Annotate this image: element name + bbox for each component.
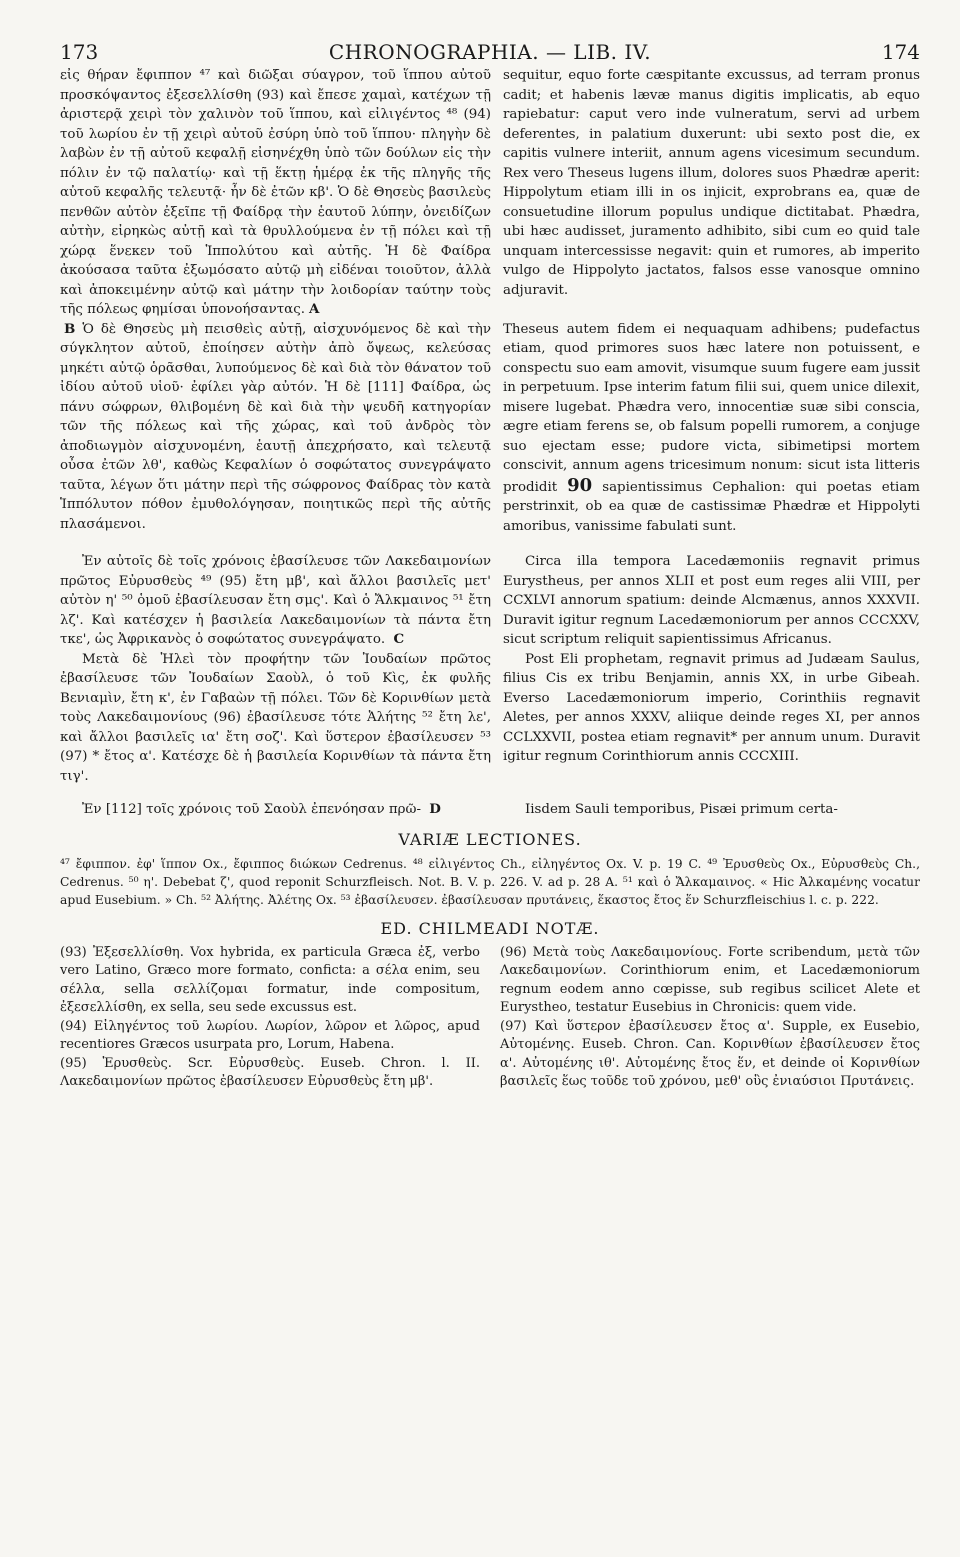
- notae-columns: [60, 944, 920, 1092]
- section-marker-c: C: [393, 631, 405, 647]
- greek-text-a: εἰς θήραν ἔφιππον ⁴⁷ καὶ διῶξαι σύαγρον, τοῦ ἵππου αὐτοῦ προσκόψαντος ἐξεσελλίσθη (93) καὶ ἔπεσε χαμαὶ, κατέχων τῇ ἀριστερᾷ χειρὶ τὸν χαλινὸν τοῦ ἵππου, καὶ εἰλιγέντος ⁴⁸ (94) τοῦ λωρίου ἐν τῇ χειρὶ αὐτοῦ ἐσύρη ὑπὸ τοῦ ἵππου· πληγὴν δὲ λαβὼν ἐν τῇ αὐτοῦ κεφαλῇ εἰσηνέχθη ὑπὸ τῶν δούλων εἰς τὴν πόλιν ἐν τῷ παλατίῳ· καὶ τῇ ἕκτῃ ἡμέρᾳ ἐκ τῆς πληγῆς τῆς αὐτοῦ κεφαλῆς τελευτᾷ· ἦν δὲ ἐτῶν κβ'. Ὁ δὲ Θησεὺς βασιλεὺς πενθῶν αὐτὸν ἐξεῖπε τῇ Φαίδρᾳ τὴν ἑαυτοῦ λύπην, ὀνειδίζων αὐτὴν, εἰρηκὼς αὐτῇ καὶ τὰ θρυλλούμενα ἐν τῇ πόλει καὶ τῇ χώρᾳ ἕνεκεν τοῦ Ἱππολύτου καὶ αὐτῆς. Ἡ δὲ Φαίδρα ἀκούσασα ταῦτα ἐξωμόσατο αὐτῷ μὴ εἰδέναι τοιοῦτον, ἀλλὰ καὶ ἀποκειμένην αὐτῷ καὶ μάτην τὴν λοιδορίαν ταύτην τοὺς τῆς πόλεως φημίσαι ὑπονοήσαντας.: [60, 68, 491, 317]
- section-marker-a: A: [308, 301, 320, 317]
- greek-column-b: [60, 320, 491, 535]
- column-number: 90: [567, 474, 593, 496]
- latin-column-c: [503, 552, 920, 767]
- greek-column-a: [60, 66, 491, 320]
- section-marker-d: D: [429, 801, 441, 817]
- section-marker-b: B: [64, 320, 76, 337]
- page-number-right: 174: [881, 40, 920, 64]
- variae-lectiones-heading: VARIÆ LECTIONES.: [398, 829, 582, 849]
- note-96: (96) Μετὰ τοὺς Λακεδαιμονίους. Forte scribendum, μετὰ τῶν Λακεδαιμονίων. Corinthiorum enim, et Lacedæmoniorum regnum eodem anno cœpisse, sub regibus scilicet Alete et Eurystheo, testatur Eusebius in Chronicis: quem vide.: [500, 944, 920, 1015]
- latin-text-c1: Circa illa tempora Lacedæmoniis regnavit primus Eurystheus, per annos XLII et post eum reges alii VIII, per CCXLVI annorum spatium: deinde Alcmænus, annos XXXVII. Duravit igitur regnum Lacedæmoniorum per annos CCCXXV, sicut scriptum reliquit sapientissimus Africanus.: [502, 554, 920, 647]
- greek-text-c2: Μετὰ δὲ Ἠλεὶ τὸν προφήτην τῶν Ἰουδαίων πρῶτος ἐβασίλευσε τῶν Ἰουδαίων Σαοὺλ, ὁ τοῦ Κὶς, ἐκ φυλῆς Βενιαμὶν, ἔτη κ', ἐν Γαβαὼν τῇ πόλει. Τῶν δὲ Κορινθίων μετὰ τοὺς Λακεδαιμονίους (96) ἐβασίλευσε τότε Ἀλήτης ⁵² ἔτη λε', καὶ ἄλλοι βασιλεῖς ια' ἔτη σοζ'. Καὶ ὕστερον ἐβασίλευσεν ⁵³ (97) * ἔτος α'. Κατέσχε δὲ ἡ βασιλεία Κορινθίων τὰ πάντα ἔτη τιγ'.: [60, 651, 491, 784]
- latin-column-d: [503, 800, 920, 820]
- notae-left-column: [60, 944, 480, 1092]
- greek-text-b: Ὁ δὲ Θησεὺς μὴ πεισθεὶς αὐτῇ, αἰσχυνόμενος δὲ καὶ τὴν σύγκλητον αὐτοῦ, ἐποίησεν αὐτὴν ἀπὸ ὄψεως, κελεύσας μηκέτι αὐτῷ ὁρᾶσθαι, λυπούμενος δὲ καὶ διὰ τὸν θάνατον τοῦ ἰδίου αὐτοῦ υἱοῦ· ἐφίλει γὰρ αὐτόν. Ἡ δὲ [111] Φαίδρα, ὡς πάνυ σώφρων, θλιβομένη δὲ καὶ διὰ τὴν ψευδῆ κατηγορίαν τῶν τῆς πόλεως καὶ τῆς χώρας, καὶ τοῦ ἀνδρὸς τὸν ἀποδιωγμὸν αἰσχυνομένη, ἑαυτῇ ἀπεχρήσατο, καὶ τελευτᾷ οὖσα ἐτῶν λθ', καθὼς Κεφαλίων ὁ σοφώτατος συνεγράψατο ταῦτα, λέγων ὅτι μάτην περὶ τῆς σώφρονος Φαίδρας τὸν κατὰ Ἱππόλυτον πόθον ἐμυθολόγησαν, ποιητικῶς περὶ τῆς αὐτῆς πλασάμενοι.: [60, 321, 491, 532]
- note-93: (93) Ἐξεσελλίσθη. Vox hybrida, ex particula Græca ἐξ, verbo vero Latino, Græco more formato, conficta: a σέλα enim, seu σέλλα, sella σελλίζομαι formatur, inde compositum, ἐξεσελλίσθη, ex sella, seu sede excussus est.: [60, 944, 480, 1015]
- note-97: (97) Καὶ ὕστερον ἐβασίλευσεν ἔτος α'. Supple, ex Eusebio, Αὐτομένης. Euseb. Chron. Can. Κορινθίων ἐβασίλευσεν ἔτος α'. Αὐτομένης ιθ'. Αὐτομένης ἔτος ἕν, et deinde οἱ Κορινθίων βασιλεῖς ἕως τοῦδε τοῦ χρόνου, μεθ' οὓς ἐνιαύσιοι Πρυτάνεις.: [500, 1018, 920, 1089]
- variae-lectiones-text: ⁴⁷ ἔφιππον. ἐφ' ἵππον Ox., ἔφιππος διώκων Cedrenus. ⁴⁸ εἰλιγέντος Ch., εἰληγέντος Ox. V. p. 19 C. ⁴⁹ Ἐρυσθεὺς Ox., Εὐρυσθεὺς Ch., Cedrenus. ⁵⁰ η'. Debebat ζ', quod reponit Schurzfleisch. Not. B. V. p. 226. V. ad p. 28 A. ⁵¹ καὶ ὁ Ἄλκαμαινος. « Hic Ἀλκαμένης vocatur apud Eusebium. » Ch. ⁵² Ἀλήτης. Ἀλέτης Ox. ⁵³ ἐβασίλευσεν. ἐβασίλευσαν πρυτάνεις, ἕκαστος ἔτος ἕν Schurzfleischius l. c. p. 222.: [60, 856, 920, 907]
- greek-text-c1: Ἐν αὐτοῖς δὲ τοῖς χρόνοις ἐβασίλευσε τῶν Λακεδαιμονίων πρῶτος Εὐρυσθεὺς ⁴⁹ (95) ἔτη μβ', καὶ ἄλλοι βασιλεῖς μετ' αὐτὸν η' ⁵⁰ ὁμοῦ ἐβασίλευσαν ἔτη σμς'. Καὶ ὁ Ἄλκμαινος ⁵¹ ἔτη λζ'. Καὶ κατέσχεν ἡ βασιλεία Λακεδαιμονίων τὰ πάντα ἔτη τκε', ὡς Ἀφρικανὸς ὁ σοφώτατος συνεγράψατο.: [60, 554, 491, 647]
- greek-column-c: [60, 552, 491, 786]
- notae-heading: ED. CHILMEADI NOTÆ.: [380, 918, 600, 938]
- latin-text-a: sequitur, equo forte cæspitante excussus, ad terram pronus cadit; et habenis lævæ manus digitis implicatis, ab equo rapiebatur: caput vero inde vulneratum, servi ad urbem deferentes, in palatium duxerunt: ubi sexto post die, ex capitis vulnere interiit, annum agens vicesimum secundum. Rex vero Theseus lugens illum, dolores suos Phædræ aperit: Hippolytum etiam illi in os injicit, exprobrans ea, quæ de consuetudine illorum populus undique dictitabat. Phædra, ubi hæc audisset, juramento adhibito, sibi cum eo quid tale unquam intercessisse negavit: quin et rumores, ab imperito vulgo de Hippolyto jactatos, falsos esse vanosque omnino adjuravit.: [502, 68, 920, 298]
- latin-text-b-before: Theseus autem fidem ei nequaquam adhibens; pudefactus etiam, quod primores suos hæc latere non potuissent, e conspectu suo eam amovit, visumque suum fugere eam jussit in perpetuum. Ipse interim fatum filii sui, quem unice dilexit, misere lugebat. Phædra vero, innocentiæ suæ sibi conscia, ægre etiam ferens se, ob falsum popelli rumorem, a conjuge suo ejectam esse; pudore victa, sibimetipsi mortem conscivit, annum agens tricesimum nonum: sicut ista litteris prodidit: [502, 321, 920, 495]
- latin-text-c2: Post Eli prophetam, regnavit primus ad Judæam Saulus, filius Cis ex tribu Benjamin, annis XX, in urbe Gibeah. Everso Lacedæmoniorum imperio, Corinthiis regnavit Aletes, per annos XXXV, aliique deinde reges XI, per annos CCLXXVII, postea etiam regnavit* per annum unum. Duravit igitur regnum Corinthiorum annis CCCXIII.: [502, 651, 920, 764]
- block-b: [60, 320, 920, 537]
- block-d: [60, 800, 920, 820]
- block-c: [60, 552, 920, 786]
- greek-column-d: [60, 800, 491, 820]
- block-a: [60, 66, 920, 320]
- page-number-left: 173: [60, 40, 99, 64]
- body-columns: [60, 66, 920, 1092]
- latin-column-b: [503, 320, 920, 537]
- latin-text-b-after: sapientissimus Cephalion: qui poetas etiam perstrinxit, ob ea quæ de castissimæ Phædræ et Hippolyti amoribus, vanissime fabulati sunt.: [502, 479, 921, 534]
- running-title: CHRONOGRAPHIA. — LIB. IV.: [328, 40, 652, 64]
- notae-right-column: [500, 944, 920, 1092]
- note-94: (94) Εἰληγέντος τοῦ λωρίου. Λωρίον, λῶρον et λῶρος, apud recentiores Græcos usurpata pro, Lorum, Habena.: [60, 1018, 480, 1052]
- latin-text-d: Iisdem Sauli temporibus, Pisæi primum certa-: [524, 802, 838, 817]
- note-95: (95) Ἐρυσθεὺς. Scr. Εὐρυσθεὺς. Euseb. Chron. l. II. Λακεδαιμονίων πρῶτος ἐβασίλευσεν Εὐρυσθεὺς ἔτη μβ'.: [60, 1055, 480, 1089]
- greek-text-d: Ἐν [112] τοῖς χρόνοις τοῦ Σαοὺλ ἐπενόησαν πρῶ-: [82, 802, 421, 817]
- latin-column-a: [503, 66, 920, 300]
